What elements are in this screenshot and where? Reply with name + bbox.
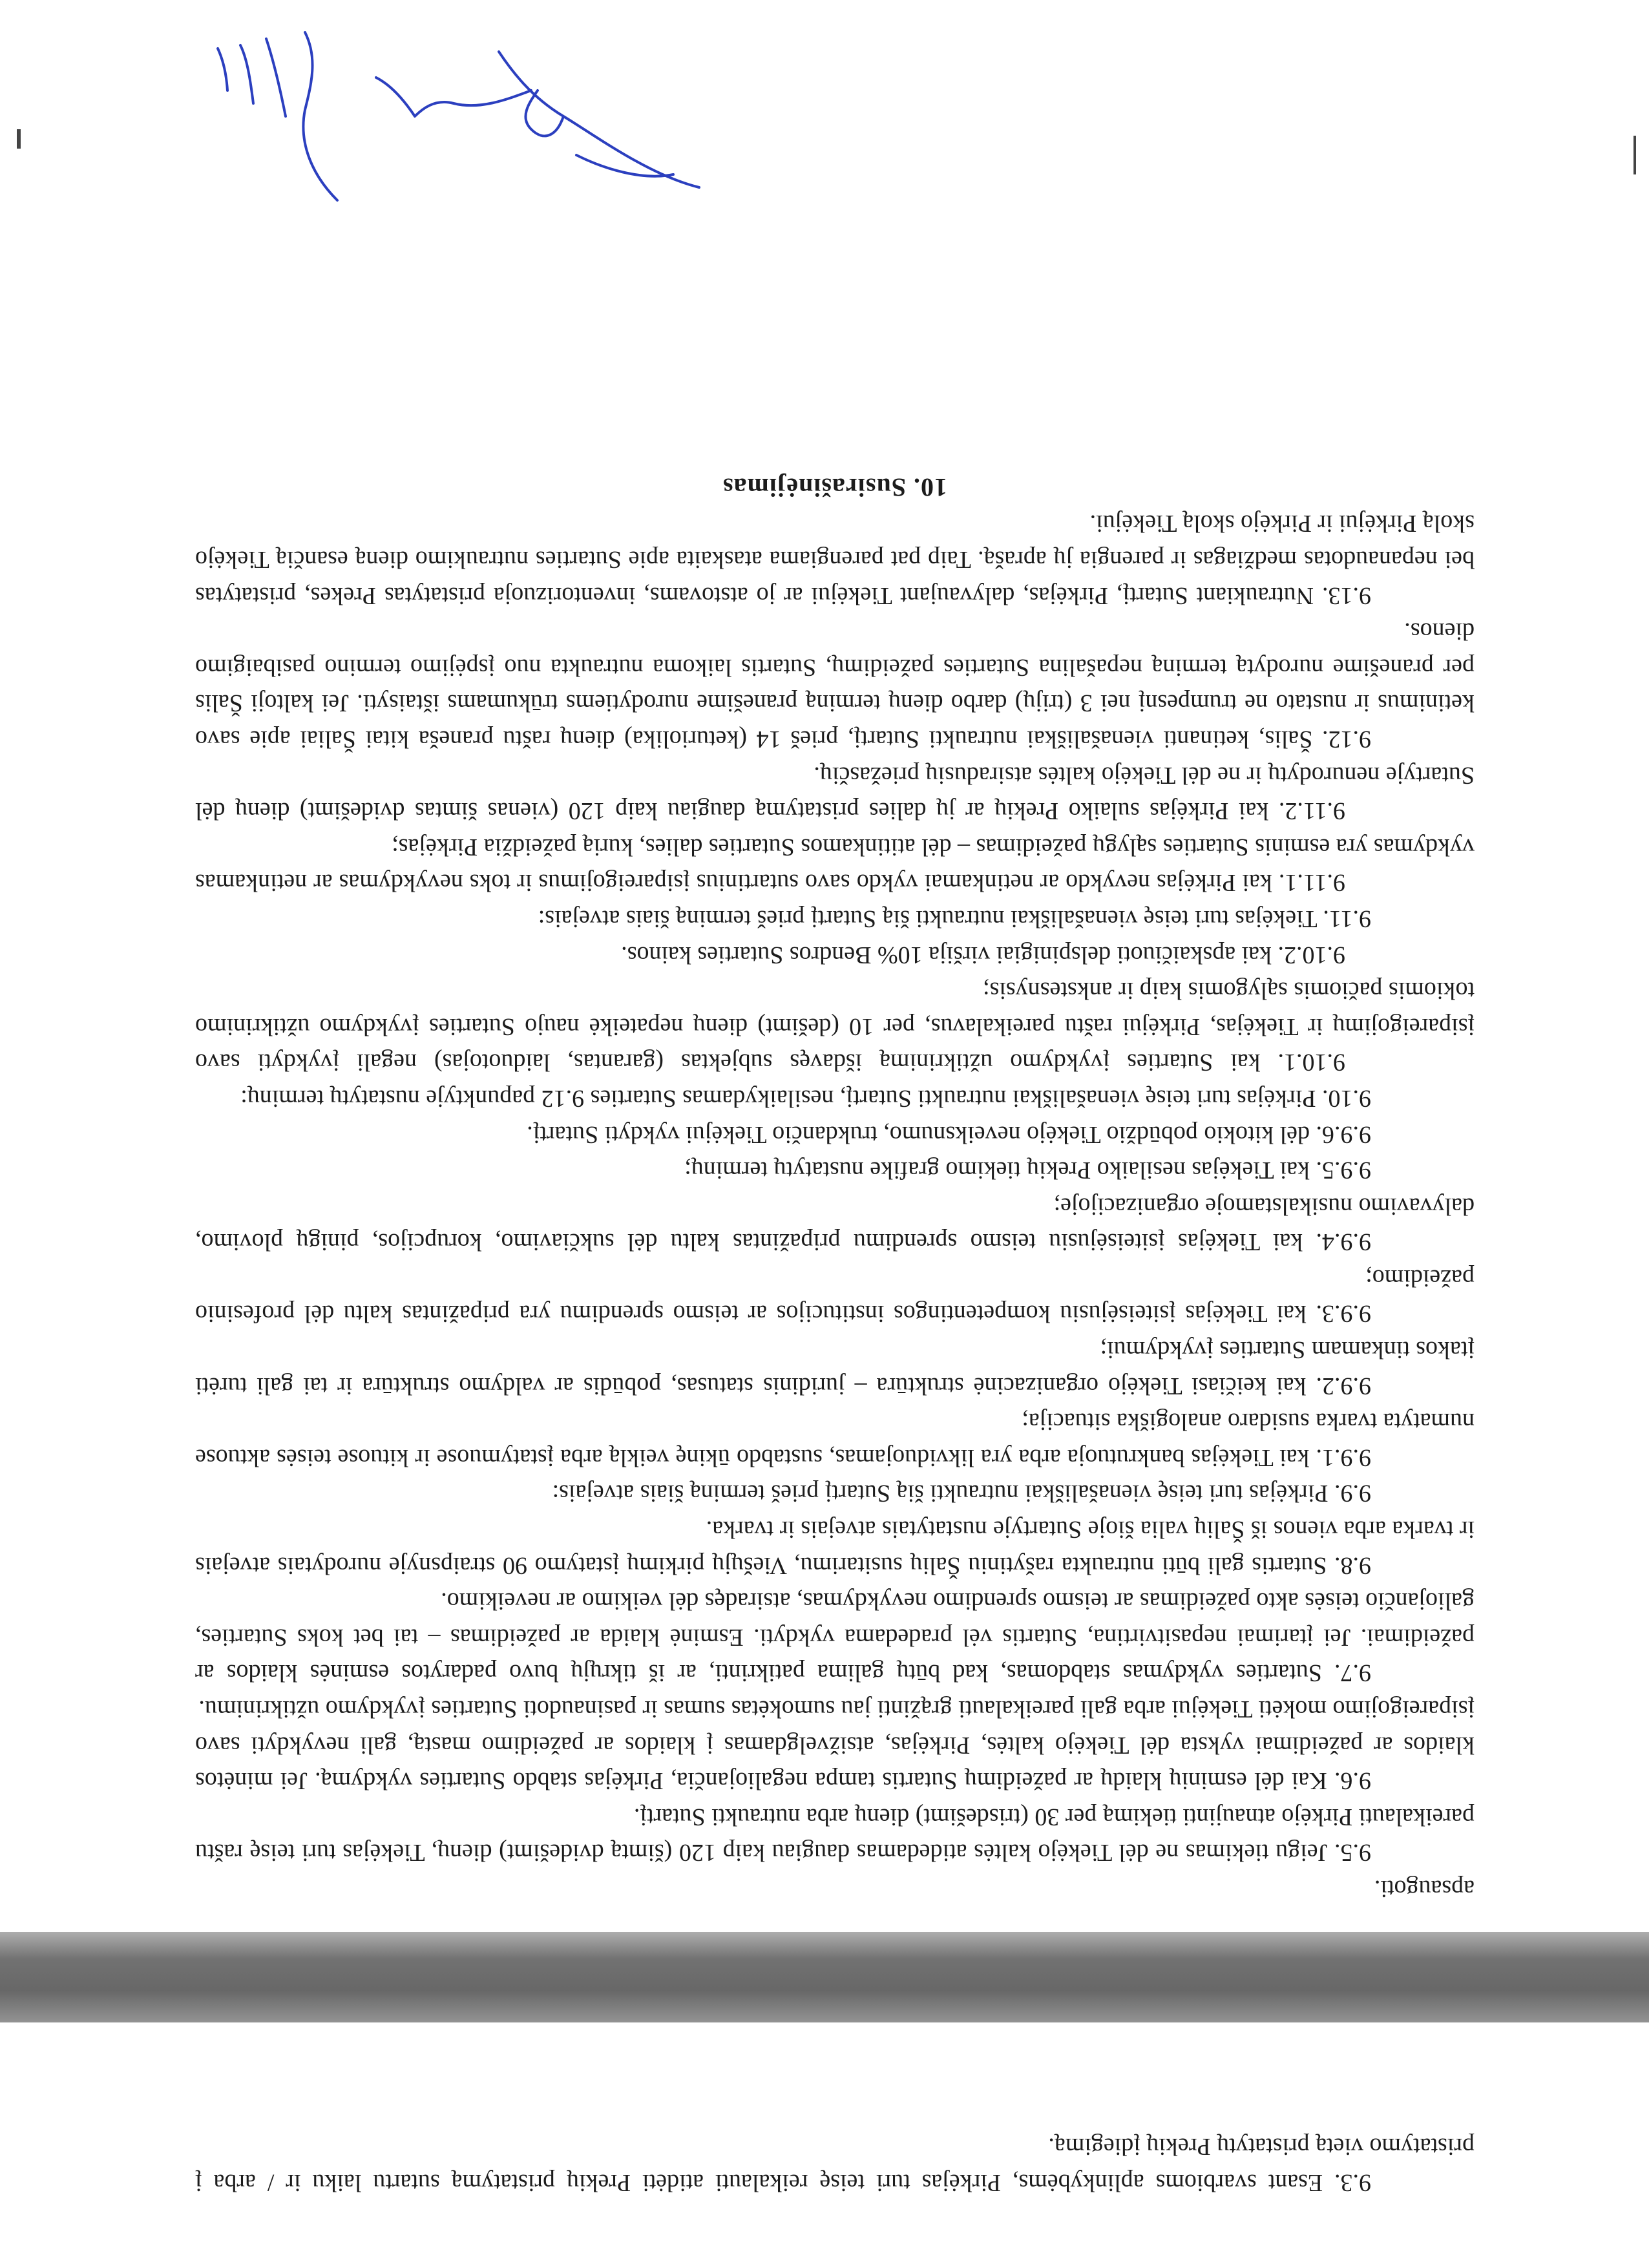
paragraph-9-9-6: 9.9.6. dėl kitokio pobūdžio Tiekėjo neveiksnumo, trukdančio Tiekėjui vykdyti Sutartį. <box>527 1120 1371 1148</box>
paragraph-9-10-1: 9.10.1. kai Sutarties įvykdymo užtikrinimą išdavęs subjektas (garantas, laiduotojas) negali įvykdyti savo įsipareigojimų ir Tiekėjas, Pirkėjui raštu pareikalavus, per 10 (dešimt) dienų nepateikė naujo Sutarties įvykdymo užtikrinimo tokiomis pačiomis sąlygomis kaip ir ankstesnysis; <box>195 977 1475 1076</box>
scan-edge-mark <box>17 129 21 149</box>
paragraph-9-9-3: 9.9.3. kai Tiekėjas įsiteisėjusiu kompetentingos institucijos ar teismo sprendimu yra pripažintas kaltu dėl profesinio pažeidimo; <box>195 1264 1475 1328</box>
paragraph-9-9-5: 9.9.5. kai Tiekėjas nesilaiko Prekių tiekimo grafike nustatytų terminų; <box>684 1157 1371 1184</box>
paragraph-9-9-4: 9.9.4. kai Tiekėjas įsiteisėjusiu teismo sprendimu pripažintas kaltu dėl sukčiavimo, korupcijos, pinigų plovimo, dalyvavimo nusikalstamoje organizacijoje; <box>195 1192 1475 1256</box>
handwritten-signatures <box>195 19 725 213</box>
scan-artifact-band <box>0 1932 1649 2022</box>
paragraph-9-11-2: 9.11.2. kai Pirkėjas sulaiko Prekių ar jų dalies pristatymą daugiau kaip 120 (vienas šimtas dvidešimt) dienų dėl Sutartyje nenurodytų ir ne dėl Tiekėjo kaltės atsiradusių priežasčių. <box>195 761 1475 825</box>
paragraph-9-10: 9.10. Pirkėjas turi teisę vienašališkai nutraukti Sutartį, nesilaikydamas Sutarties 9.12 papunktyje nustatytų terminų: <box>240 1084 1371 1112</box>
paragraph-9-11-1: 9.11.1. kai Pirkėjas nevykdo ar netinkamai vykdo savo sutartinius įsipareigojimus ir toks nevykdymas ar netinkamas vykdymas yra esminis Sutarties sąlygų pažeidimas – dėl atitinkamos Sutarties dalies, kurią pažeidžia Pirkėjas; <box>195 833 1475 897</box>
text-block-main <box>195 469 1475 1906</box>
paragraph-9-6: 9.6. Kai dėl esminių klaidų ar pažeidimų Sutartis tampa negaliojančia, Pirkėjas stabdo Sutarties vykdymą. Jei minėtos klaidos ar pažeidimai vyksta dėl Tiekėjo kaltės, Pirkėjas, atsižvelgdamas į klaidos ar pažeidimo mastą, gali nevykdyti savo įsipareigojimo mokėti Tiekėjui arba gali pareikalauti grąžinti jau sumokėtas sumas ir pasinaudoti Sutarties įvykdymo užtikrinimu. <box>195 1696 1475 1795</box>
paragraph-9-9: 9.9. Pirkėjas turi teisę vienašališkai nutraukti šią Sutartį prieš terminą šiais atvejais: <box>552 1480 1371 1507</box>
paragraph-9-9-2: 9.9.2. kai keičiasi Tiekėjo organizacinė struktūra – juridinis statusas, pobūdis ar valdymo struktūra ir tai gali turėti įtakos tinkamam Sutarties įvykdymui; <box>195 1336 1475 1400</box>
paragraph-9-3: 9.3. Esant svarbioms aplinkybėms, Pirkėjas turi teisę reikalauti atidėti Prekių pristatymą sutartu laiku ir / arba į pristatymo vietą pristatytų Prekių įdiegimą. <box>195 2133 1475 2196</box>
paragraph-9-12: 9.12. Šalis, ketinanti vienašališkai nutraukti Sutartį, prieš 14 (keturiolika) dienų raštu praneša kitai Šaliai apie savo ketinimus ir nustato ne trumpesnį nei 3 (trijų) darbo dienų terminą pranešime nurodytiems trūkumams ištaisyti. Jei kaltoji Šalis per pranešime nurodytą terminą nepašalina Sutarties pažeidimų, Sutartis laikoma nutraukta nuo įspėjimo termino pasibaigimo dienos. <box>195 618 1475 753</box>
paragraph-9-8: 9.8. Sutartis gali būti nutraukta rašytiniu Šalių susitarimu, Viešųjų pirkimų įstatymo 90 straipsnyje nurodytais atvejais ir tvarka arba vienos iš Šalių valia šioje Sutartyje nustatytais atvejais ir tvarka. <box>195 1516 1475 1579</box>
paragraph-9-5: 9.5. Jeigu tiekimas ne dėl Tiekėjo kaltės atidedamas daugiau kaip 120 (šimtą dvidešimt) dienų, Tiekėjas turi teisę raštu pareikalauti Pirkėjo atnaujinti tiekimą per 30 (trisdešimt) dienų arba nutraukti Sutartį. <box>195 1803 1475 1867</box>
paragraph-9-10-2: 9.10.2. kai apskaičiuoti delspinigiai viršija 10% Bendros Sutarties kainos. <box>621 941 1345 969</box>
text-block-top <box>195 2128 1475 2200</box>
scan-edge-mark <box>1633 136 1636 174</box>
paragraph-9-13: 9.13. Nutraukiant Sutartį, Pirkėjas, dalyvaujant Tiekėjui ar jo atstovams, inventorizuoja pristatytas Prekes, pristatytas bei nepanaudotas medžiagas ir parengia jų aprašą. Taip pat parengiama ataskaita apie Sutarties nutraukimo dieną esančią Tiekėjo skolą Pirkėjui ir Pirkėjo skolą Tiekėjui. <box>195 510 1475 609</box>
paragraph-9-11: 9.11. Tiekėjas turi teisę vienašališkai nutraukti šią Sutartį prieš terminą šiais atvejais: <box>538 905 1371 932</box>
section-title: 10. Susirašinėjimas <box>722 472 947 502</box>
paragraph-9-9-1: 9.9.1. kai Tiekėjas bankrutuoja arba yra likviduojamas, sustabdo ūkinę veiklą arba įstatymuose ir kituose teisės aktuose numatyta tvarka susidaro analogiška situacija; <box>195 1408 1475 1471</box>
paragraph-continuation: apsaugoti. <box>1374 1875 1475 1902</box>
signature-stroke <box>376 52 699 187</box>
paragraph-9-7: 9.7. Sutarties vykdymas stabdomas, kad būtų galima patikrinti, ar iš tikrųjų buvo padarytos esminės klaidos ar pažeidimai. Jei įtarimai nepasitvirtina, Sutartis vėl pradedama vykdyti. Esminė klaida ar pažeidimas – tai bet koks Sutarties, galiojančio teisės akto pažeidimas ar teismo sprendimo nevykdymas, atsiradęs dėl veikimo ar neveikimo. <box>195 1588 1475 1687</box>
signature-stroke <box>218 32 337 200</box>
